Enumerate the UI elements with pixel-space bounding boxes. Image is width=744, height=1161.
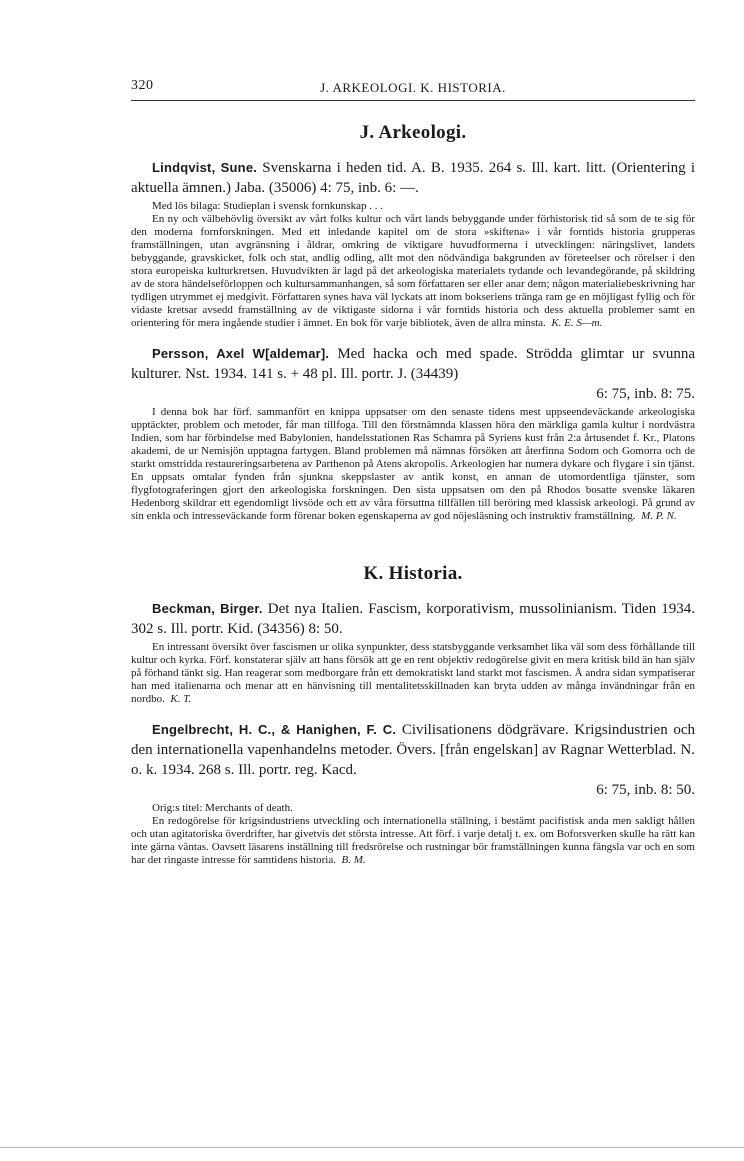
- entry-price: 6: 75, inb. 8: 75.: [596, 386, 695, 402]
- entry-body: [131, 406, 695, 523]
- entry-beckman: [131, 599, 695, 706]
- review-text: En redogörelse för krigsindustriens utveckling och internationella ställning, i bestämt pacifistisk anda men sakligt hållen och utan agitatoriska överdrifter, har givetvis det största intresse. Att förf. i varje detalj t. ex. om Boforsverken skulle ha rätt kan inte gärna väntas. Oavsett läsarens inställning till fredsrörelse och rustningar bör framställningen kunna fängsla var och en som har det ringaste intresse för samtidens historia.: [131, 815, 695, 866]
- citation-text: Civilisationens dödgrävare. Krigsindustrien och den internationella vapenhandelns metoder. Övers. [från engelskan] av Ragnar Wetterblad. N. o. k. 1934. 268 s. Ill. portr. reg. Kacd.: [131, 722, 695, 778]
- citation-text: Med hacka och med spade. Strödda glimtar ur svunna kulturer. Nst. 1934. 141 s. + 48 pl. Ill. portr. J. (34439): [131, 346, 696, 382]
- entry-engelbrecht: [131, 720, 695, 867]
- entry-author: Lindqvist, Sune.: [152, 160, 258, 175]
- review-signature: B. M.: [341, 854, 366, 866]
- entry-review: [131, 213, 695, 330]
- page-number: 320: [131, 78, 154, 93]
- entry-review: [131, 641, 695, 706]
- citation-text: Det nya Italien. Fascism, korporativism, mussolinianism. Tiden 1934. 302 s. Ill. portr. Kid. (34356) 8: 50.: [131, 601, 695, 637]
- entry-price: 6: 75, inb. 8: 50.: [596, 782, 695, 798]
- running-title: J. ARKEOLOGI. K. HISTORIA.: [320, 80, 506, 95]
- review-text: En ny och välbehövlig översikt av vårt folks kultur och vårt lands bebyggande under förhistorisk tid så som de te sig för den moderna fornforskningen. Med ett inledande kapitel om de stora »skiftena» i vår forntids historia grupperas framställningen, utan avgränsning i åldrar, omkring de viktigare huvudformerna i utvecklingen: näringslivet, landets bebyggande, gravskicket, folk och stat, andlig odling, allt mot den nödvändiga bakgrunden av företeelser och rörelser i den stora europeiska kulturkretsen. Huvudvikten är lagd på det arkeologiska materialets tydande och levandegörande, på skildring av de stora händelseförloppen och kultursammanhangen, så som författaren ser eller anar dem; någon materialiebeskrivning har tydligen utrymmet ej medgivit. Författaren synes hava väl lyckats att inom bokseriens tränga ram ge en möjligast fyllig och för vidaste kretsar avsedd framställning av de viktigaste sidorna i vår forntids historia och dess aktuella problemer samt en orientering för mera ingående studier i ämnet. En bok för varje bibliotek, även de allra minsta.: [131, 213, 695, 329]
- entry-review: [131, 815, 695, 867]
- entry-citation: [131, 720, 695, 780]
- review-text: En intressant översikt över fascismen ur olika synpunkter, dess statsbyggande verksamhet lika väl som dess förhållande till kultur och kyrka. Förf. konstaterar själv att hans försök att ge en rent objektiv redogörelse givit en mera kritisk bild än han själv på förhand tänkt sig. Han reagerar som medborgare från ett demokratiskt land starkt mot fascismen. Å andra sidan sympatiserar han med italienarna och menar att en hänvisning till mentalitetsskillnaden kan bryta udden av många invändningar från en nordbo.: [131, 641, 695, 705]
- entry-body: [131, 802, 695, 867]
- header-rule: [131, 100, 695, 101]
- review-text: I denna bok har förf. sammanfört en knippa uppsatser om den senaste tidens mest uppseendeväckande arkeologiska upptäckter, problem och metoder, får man tillfoga. Till den förstnämnda klassen höra den märkliga gamla kultur i nordvästra Indien, som har förbindelse med Babylonien, handelsstationen Ras Schamra på Syriens kust från 2:a årtusendet f. Kr., Platons akademi, de ur Nemisjön upptagna fartygen. Bland problemen må nämnas försöken att återfinna Sodom och Gomorra och de starkt omstridda restaureringsarbetena av Parthenon på Atens akropolis. Arkeologien har numera dykare och flygare i sin tjänst. En uppsats omtalar fynden från sjunkna skeppslaster av antik konst, en annan de utomordentliga tjänster, som flygfotograferingen gjort den arkeologiska forskningen. Den sista uppsatsen om den på Rhodos bosatte svenske läkaren Hedenborg skildrar ett egendomligt livsöde och ett av våra försuttna tillfällen till beröring med klassisk arkeologi. På grund av sin enkla och intresseväckande form förenar boken egenskaperna av god nöjesläsning och instruktiv framställning.: [131, 406, 695, 522]
- review-signature: K. T.: [170, 693, 192, 705]
- entry-author: Engelbrecht, H. C., & Hanighen, F. C.: [152, 722, 397, 737]
- citation-text: Svenskarna i heden tid. A. B. 1935. 264 s. Ill. kart. litt. (Orientering i aktuella ämnen.) Jaba. (35006) 4: 75, inb. 6: —.: [131, 160, 695, 196]
- review-signature: M. P. N.: [641, 510, 677, 522]
- section-heading-arkeologi: J. Arkeologi.: [359, 122, 467, 143]
- entry-author: Beckman, Birger.: [152, 601, 263, 616]
- entry-body: [131, 641, 695, 706]
- entry-body: [131, 200, 695, 330]
- entry-original-title: Orig:s titel: Merchants of death.: [152, 802, 293, 814]
- entry-citation: [131, 599, 695, 639]
- section-heading-historia: K. Historia.: [363, 563, 463, 584]
- running-head: [131, 78, 695, 98]
- bottom-rule: [0, 1147, 744, 1148]
- entry-citation: [131, 344, 695, 384]
- entry-supplement: Med lös bilaga: Studieplan i svensk fornkunskap . . .: [152, 200, 383, 212]
- entry-review: [131, 406, 695, 523]
- entry-lindqvist: [131, 158, 695, 330]
- review-signature: K. E. S—m.: [551, 317, 603, 329]
- entry-persson: [131, 344, 695, 523]
- entry-author: Persson, Axel W[aldemar].: [152, 346, 330, 361]
- page: [131, 78, 695, 867]
- entry-citation: [131, 158, 695, 198]
